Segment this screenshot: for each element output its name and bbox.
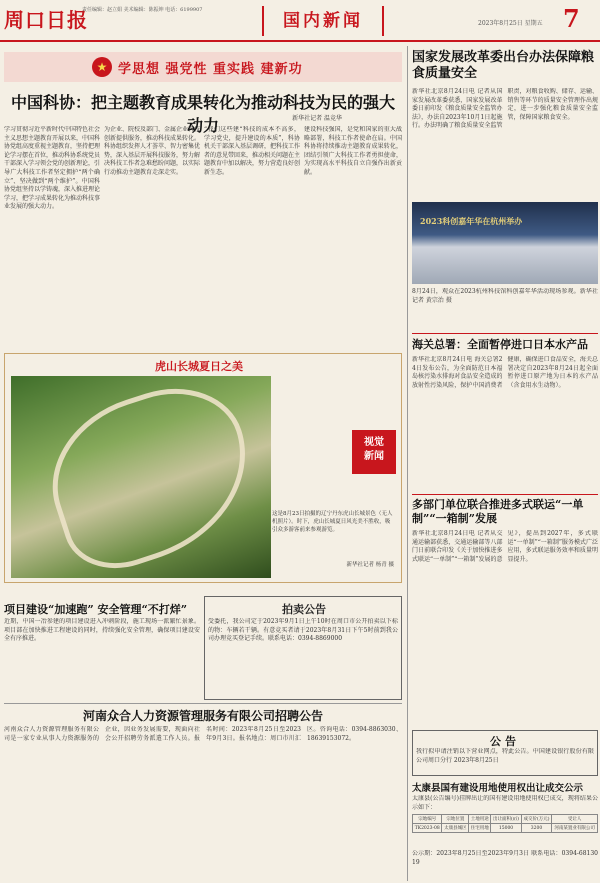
table-header-cell: 出让面积(㎡) (491, 815, 521, 824)
multimodal-headline[interactable]: 多部门单位联合推进多式联运“一单制”“一箱制”发展 (412, 498, 584, 525)
recruit-body: 河南众合人力资源管理服务有限公司是一家专业从事人力资源服务的企业，因业务发展需要，现面向社会公开招聘劳务派遣工作人员。报名时间：2023年8月25日至2023年9月3日。报名地点：周口市川汇区。咨询电话：0394-8863030、18639153072。 (4, 726, 402, 742)
recruit-headline[interactable]: 河南众合人力资源管理服务有限公司招聘公告 (82, 709, 323, 723)
photo-feature (4, 353, 402, 583)
great-wall-photo (11, 376, 271, 578)
table-header-cell: 土地用途 (469, 815, 491, 824)
photo-title[interactable]: 虎山长城夏日之美 (155, 360, 243, 373)
page-number: 7 (563, 4, 580, 33)
visual-news-badge (352, 430, 396, 474)
lead-byline: 新华社记者 温竞华 (292, 115, 342, 122)
table-cell: TK2023-08 (413, 824, 442, 833)
multimodal-body: 新华社北京8月24日电 记者从交通运输部获悉，交通运输部等八部门日前联合印发《关于加快推进多式联运“一单制”“一箱制”发展的意见》，提出到2027年，多式联运“一单制”“一箱制”服务模式广泛应用，多式联运服务效率和质量明显提升。 (412, 530, 598, 563)
party-emblem-icon: ★ (92, 57, 112, 77)
table-cell: 住宅用地 (469, 824, 491, 833)
table-header-cell: 宗地编号 (413, 815, 442, 824)
customs-headline[interactable]: 海关总署：全面暂停进口日本水产品 (412, 338, 588, 351)
auction-headline[interactable]: 拍卖公告 (282, 603, 326, 616)
expo-caption: 8月24日，观众在2023杭州科技馆科创嘉年华活动现场参观。新华社记者 黄宗治 摄 (412, 288, 598, 304)
masthead: 周口日报 (4, 8, 88, 32)
campaign-banner (4, 52, 402, 82)
wall-path-shape (31, 369, 271, 583)
project-headline[interactable]: 项目建设“加速跑” 安全管理“不打烊” (4, 603, 188, 616)
land-headline[interactable]: 太康县国有建设用地使用权出让成交公示 (412, 783, 584, 794)
grain-body: 新华社北京8月24日电 记者从国家发展改革委获悉，国家发展改革委日前印发《粮食质量安全监管办法》，办法自2023年10月1日起施行。办法明确了粮食质量安全监管职责，对粮食收购、储存、运输、销售等环节的质量安全管理作出规定，进一步强化粮食质量安全监管，保障国家粮食安全。 (412, 88, 598, 130)
section-title: 国内新闻 (262, 6, 384, 36)
notice-body: 我行拟申请注销以下营业网点，特此公告。中国建设银行股份有限公司周口分行 2023年8月25日 (416, 748, 594, 764)
editor-meta: 责任编辑：赵立娟 美术编辑：陈振坤 电话：6199907 (82, 7, 203, 13)
auction-body: 受委托，我公司定于2023年9月1日上午10时在周口市公开拍卖以下标的物：车辆若干辆。有意竞买者请于2023年8月31日下午5时前到我公司办理竞买登记手续。联系电话：0394-8869000 (208, 618, 398, 643)
grain-headline[interactable]: 国家发展改革委出台办法保障粮食质量安全 (412, 50, 595, 81)
badge-line-1: 视觉 (364, 437, 384, 448)
table-header-row (413, 815, 598, 824)
issue-date: 2023年8月25日 星期五 (478, 20, 543, 27)
expo-photo (412, 202, 598, 284)
table-cell: 3200 (521, 824, 551, 833)
divider (4, 703, 402, 704)
column-divider (407, 46, 408, 881)
photo-caption: 这是8月23日拍摄的辽宁丹东虎山长城景色（无人机照片）。时下，虎山长城夏日风光美不胜收，吸引众多游客前来参观游览。 (272, 511, 393, 533)
expo-photo-banner: 2023科创嘉年华在杭州举办 (420, 216, 523, 226)
divider (412, 333, 598, 334)
page-header (0, 0, 600, 42)
table-cell: 河南某置业有限公司 (552, 824, 598, 833)
table-row (413, 824, 598, 833)
banner-slogan: 学思想 强党性 重实践 建新功 (118, 62, 303, 77)
badge-line-2: 新闻 (364, 451, 384, 462)
divider (412, 494, 598, 495)
table-header-cell: 受让人 (552, 815, 598, 824)
table-cell: 太康县城区 (442, 824, 469, 833)
land-intro: 太康县(公告编号)挂牌出让的国有建设用地使用权已成交，现将结果公示如下： (412, 795, 598, 811)
notice-headline[interactable]: 公告 (490, 735, 520, 748)
lead-headline[interactable]: 中国科协：把主题教育成果转化为推动科技为民的强大动力 (10, 93, 395, 135)
table-cell: 15000 (491, 824, 521, 833)
table-header-cell: 成交价(万元) (521, 815, 551, 824)
lead-column-2: 为企业、院校及部门、金属企业科技创新提供服务，推动科技成果转化。科协组织发挥人才荟萃、智力密集优势，深入基层开展科技服务，努力解决科技工作者急难愁盼问题，以实际行动推动主题教育走深走实。 (104, 126, 200, 176)
project-body: 近期，中国一冶参建的项目建设进入冲刺阶段，施工现场一派繁忙景象。项目部在加快推进工程建设的同时，持续强化安全管理，确保项目建设安全有序推进。 (4, 618, 200, 643)
land-footer: 公示期：2023年8月25日至2023年9月3日 联系电话：0394-6813019 (412, 850, 598, 866)
lead-column-3: “我们这些建“科技的成本不高多，学习党史，提升建设的本质”，科协机关干部深入基层调研，把科技工作者的意见带回来，推动相关问题在主题教育中加以解决，努力营造良好创新生态。 (204, 126, 300, 176)
table-header-cell: 宗地位置 (442, 815, 469, 824)
lead-column-1: 学习贯彻习近平新时代中国特色社会主义思想主题教育开展以来，中国科协党组高度重视主题教育，坚持把理论学习摆在首位，推动科协系统党员干部深入学习领会党的创新理论，引导广大科技工作者坚定拥护“两个确立”、坚决做到“两个维护”。中国科协党组坚持以学铸魂，深入推进理论学习，把学习成果转化为推动科技事业发展的强大动力。 (4, 126, 100, 211)
land-table (412, 814, 598, 833)
lead-column-4: 建设科技强国，是党和国家的重大战略部署，科技工作者使命在肩。中国科协将持续推动主题教育成果转化，团结引领广大科技工作者勇担使命，为实现高水平科技自立自强作出新贡献。 (304, 126, 402, 176)
customs-body: 新华社北京8月24日电 海关总署24日发布公告，为全面防范日本福岛核污染水排海对食品安全造成的放射性污染风险，保护中国消费者健康，确保进口食品安全，海关总署决定自2023年8月24日起全面暂停进口原产地为日本的水产品（含食用水生动物）。 (412, 356, 598, 389)
photo-credit: 新华社记者 杨青 摄 (346, 562, 394, 568)
